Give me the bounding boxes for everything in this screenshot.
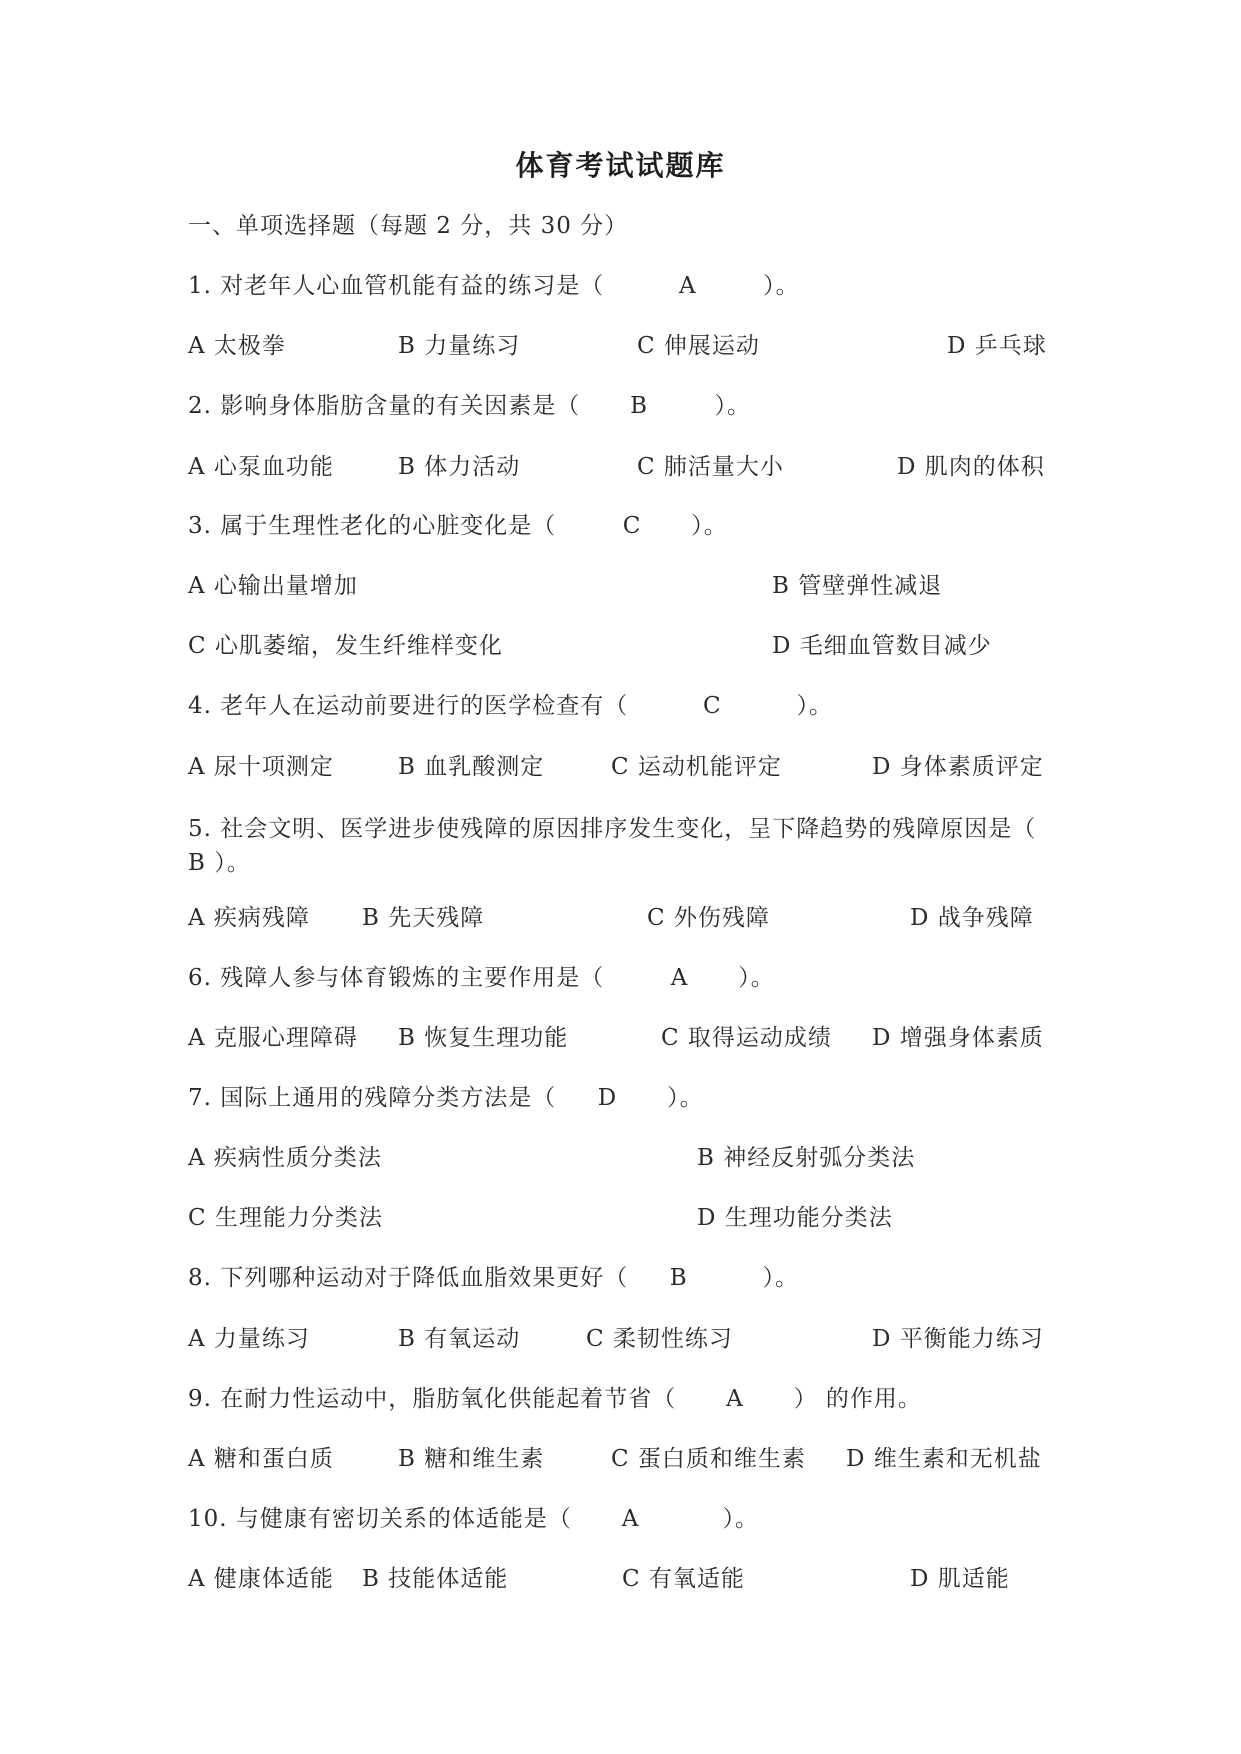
- option-c: C 取得运动成绩: [661, 1025, 832, 1051]
- option-b: B 力量练习: [398, 333, 521, 359]
- option-c: C 蛋白质和维生素: [611, 1446, 806, 1472]
- option-d: D 平衡能力练习: [872, 1326, 1044, 1352]
- option-d: D 乒乓球: [947, 333, 1047, 359]
- option-d: D 毛细血管数目减少: [772, 633, 992, 659]
- question-stem: 3. 属于生理性老化的心脏变化是（ C ）。: [188, 513, 728, 539]
- option-a: A 疾病性质分类法: [188, 1145, 382, 1171]
- option-a: A 克服心理障碍: [188, 1025, 358, 1051]
- option-d: D 维生素和无机盐: [846, 1446, 1042, 1472]
- question-stem: 7. 国际上通用的残障分类方法是（ D ）。: [188, 1085, 704, 1111]
- option-b: B 体力活动: [398, 454, 521, 480]
- option-a: A 疾病残障: [188, 905, 310, 931]
- question-stem: 5. 社会文明、医学进步使残障的原因排序发生变化，呈下降趋势的残障原因是（ B ）。: [188, 816, 1037, 876]
- option-d: D 身体素质评定: [872, 754, 1044, 780]
- option-a: A 太极拳: [188, 333, 286, 359]
- option-d: D 生理功能分类法: [697, 1205, 893, 1231]
- option-c: C 外伤残障: [647, 905, 770, 931]
- option-c: C 有氧适能: [622, 1566, 745, 1592]
- option-d: D 肌肉的体积: [897, 454, 1045, 480]
- option-b: B 恢复生理功能: [398, 1025, 569, 1051]
- option-c: C 肺活量大小: [637, 454, 784, 480]
- question-stem: 9. 在耐力性运动中，脂肪氧化供能起着节省（ A ） 的作用。: [188, 1386, 922, 1412]
- option-d: D 增强身体素质: [872, 1025, 1044, 1051]
- option-c: C 柔韧性练习: [586, 1326, 733, 1352]
- question-stem: 2. 影响身体脂肪含量的有关因素是（ B ）。: [188, 393, 752, 419]
- option-b: B 管壁弹性减退: [772, 573, 943, 599]
- option-c: C 伸展运动: [637, 333, 760, 359]
- question-stem: 6. 残障人参与体育锻炼的主要作用是（ A ）。: [188, 965, 775, 991]
- option-b: B 糖和维生素: [398, 1446, 545, 1472]
- option-a: A 心输出量增加: [188, 573, 358, 599]
- option-c: C 心肌萎缩，发生纤维样变化: [188, 633, 503, 659]
- option-a: A 糖和蛋白质: [188, 1446, 334, 1472]
- option-a: A 心泵血功能: [188, 454, 334, 480]
- question-stem: 8. 下列哪种运动对于降低血脂效果更好（ B ）。: [188, 1265, 800, 1291]
- option-c: C 生理能力分类法: [188, 1205, 383, 1231]
- option-b: B 血乳酸测定: [398, 754, 545, 780]
- question-stem: 4. 老年人在运动前要进行的医学检查有（ C ）。: [188, 693, 833, 719]
- option-b: B 神经反射弧分类法: [697, 1145, 916, 1171]
- option-b: B 先天残障: [362, 905, 485, 931]
- option-b: B 有氧运动: [398, 1326, 521, 1352]
- option-a: A 尿十项测定: [188, 754, 334, 780]
- question-stem: 1. 对老年人心血管机能有益的练习是（ A ）。: [188, 273, 800, 299]
- option-c: C 运动机能评定: [611, 754, 782, 780]
- document-title: 体育考试试题库: [515, 149, 726, 182]
- question-stem: 10. 与健康有密切关系的体适能是（ A ）。: [188, 1506, 759, 1532]
- option-b: B 技能体适能: [362, 1566, 509, 1592]
- option-d: D 肌适能: [910, 1566, 1010, 1592]
- option-a: A 力量练习: [188, 1326, 310, 1352]
- option-d: D 战争残障: [910, 905, 1034, 931]
- option-a: A 健康体适能: [188, 1566, 334, 1592]
- section-header: 一、单项选择题（每题 2 分，共 30 分）: [188, 213, 629, 239]
